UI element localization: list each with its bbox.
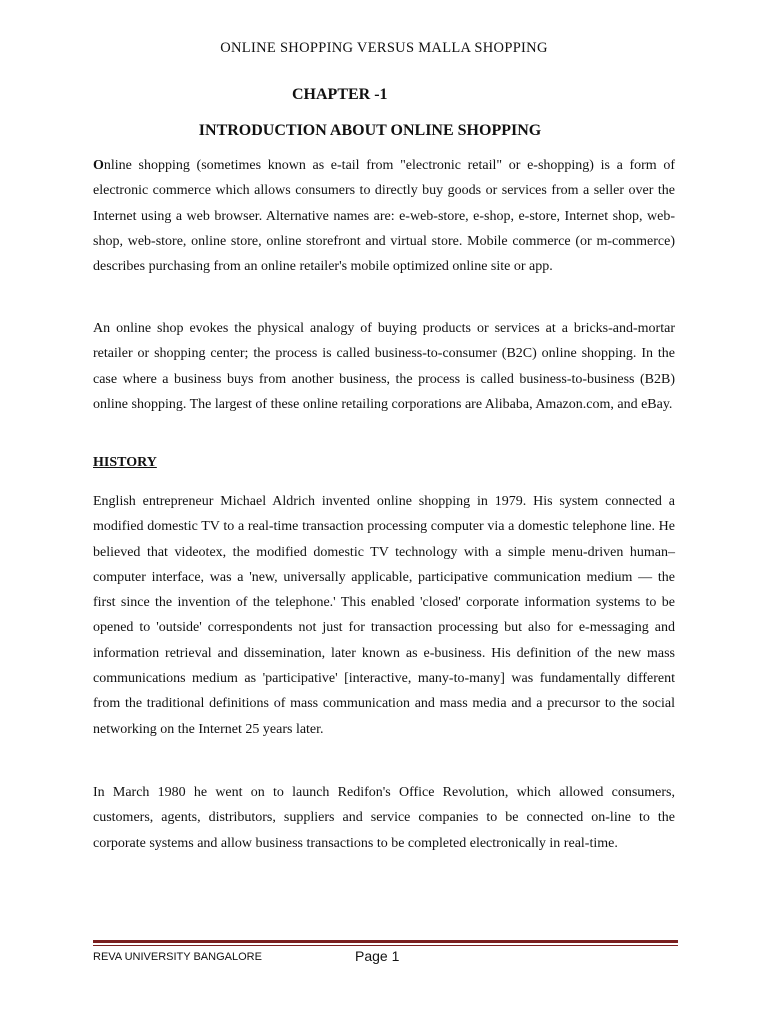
footer-institution: REVA UNIVERSITY BANGALORE	[93, 951, 262, 963]
footer-rule-thin	[93, 945, 678, 946]
chapter-title: INTRODUCTION ABOUT ONLINE SHOPPING	[198, 122, 542, 139]
history-paragraph: English entrepreneur Michael Aldrich invented online shopping in 1979. His system connected a modified domestic TV to a real-time transaction processing computer via a domestic telephone line. He believed that videotex, the modified domestic TV technology with a simple menu-driven human–computer interface, was a 'new, universally applicable, participative communication medium — the first since the invention of the telephone.' This enabled 'closed' corporate information systems to be opened to 'outside' correspondents not just for transaction processing but also for e-messaging and information retrieval and dissemination, later known as e-business. His definition of the new mass communications medium as 'participative' [interactive, many-to-many] was fundamentally different from the traditional definitions of mass communication and mass media and a precursor to the social networking on the Internet 25 years later.	[93, 494, 675, 737]
footer-rule-thick	[93, 940, 678, 943]
chapter-number: CHAPTER -1	[292, 86, 388, 103]
b2c-paragraph: An online shop evokes the physical analogy of buying products or services at a bricks-and-mortar retailer or shopping center; the process is called business-to-consumer (B2C) online shopping. In the case where a business buys from another business, the process is called business-to-business (B2B) online shopping. The largest of these online retailing corporations are Alibaba, Amazon.com, and eBay.	[93, 321, 675, 412]
page-number: Page 1	[355, 948, 400, 964]
drop-letter: O	[93, 158, 104, 173]
redifon-paragraph: In March 1980 he went on to launch Redifon's Office Revolution, which allowed consumers, customers, agents, distributors, suppliers and service companies to be connected on-line to the corporate systems and allow business transactions to be completed electronically in real-time.	[93, 785, 675, 851]
intro-paragraph	[93, 153, 675, 279]
history-heading: HISTORY	[93, 455, 157, 470]
running-header: ONLINE SHOPPING VERSUS MALLA SHOPPING	[220, 40, 548, 56]
intro-paragraph-text: nline shopping (sometimes known as e-tail from "electronic retail" or e-shopping) is a form of electronic commerce which allows consumers to directly buy goods or services from a seller over the Internet using a web browser. Alternative names are: e-web-store, e-shop, e-store, Internet shop, web-shop, web-store, online store, online storefront and virtual store. Mobile commerce (or m-commerce) describes purchasing from an online retailer's mobile optimized online site or app.	[93, 158, 675, 275]
